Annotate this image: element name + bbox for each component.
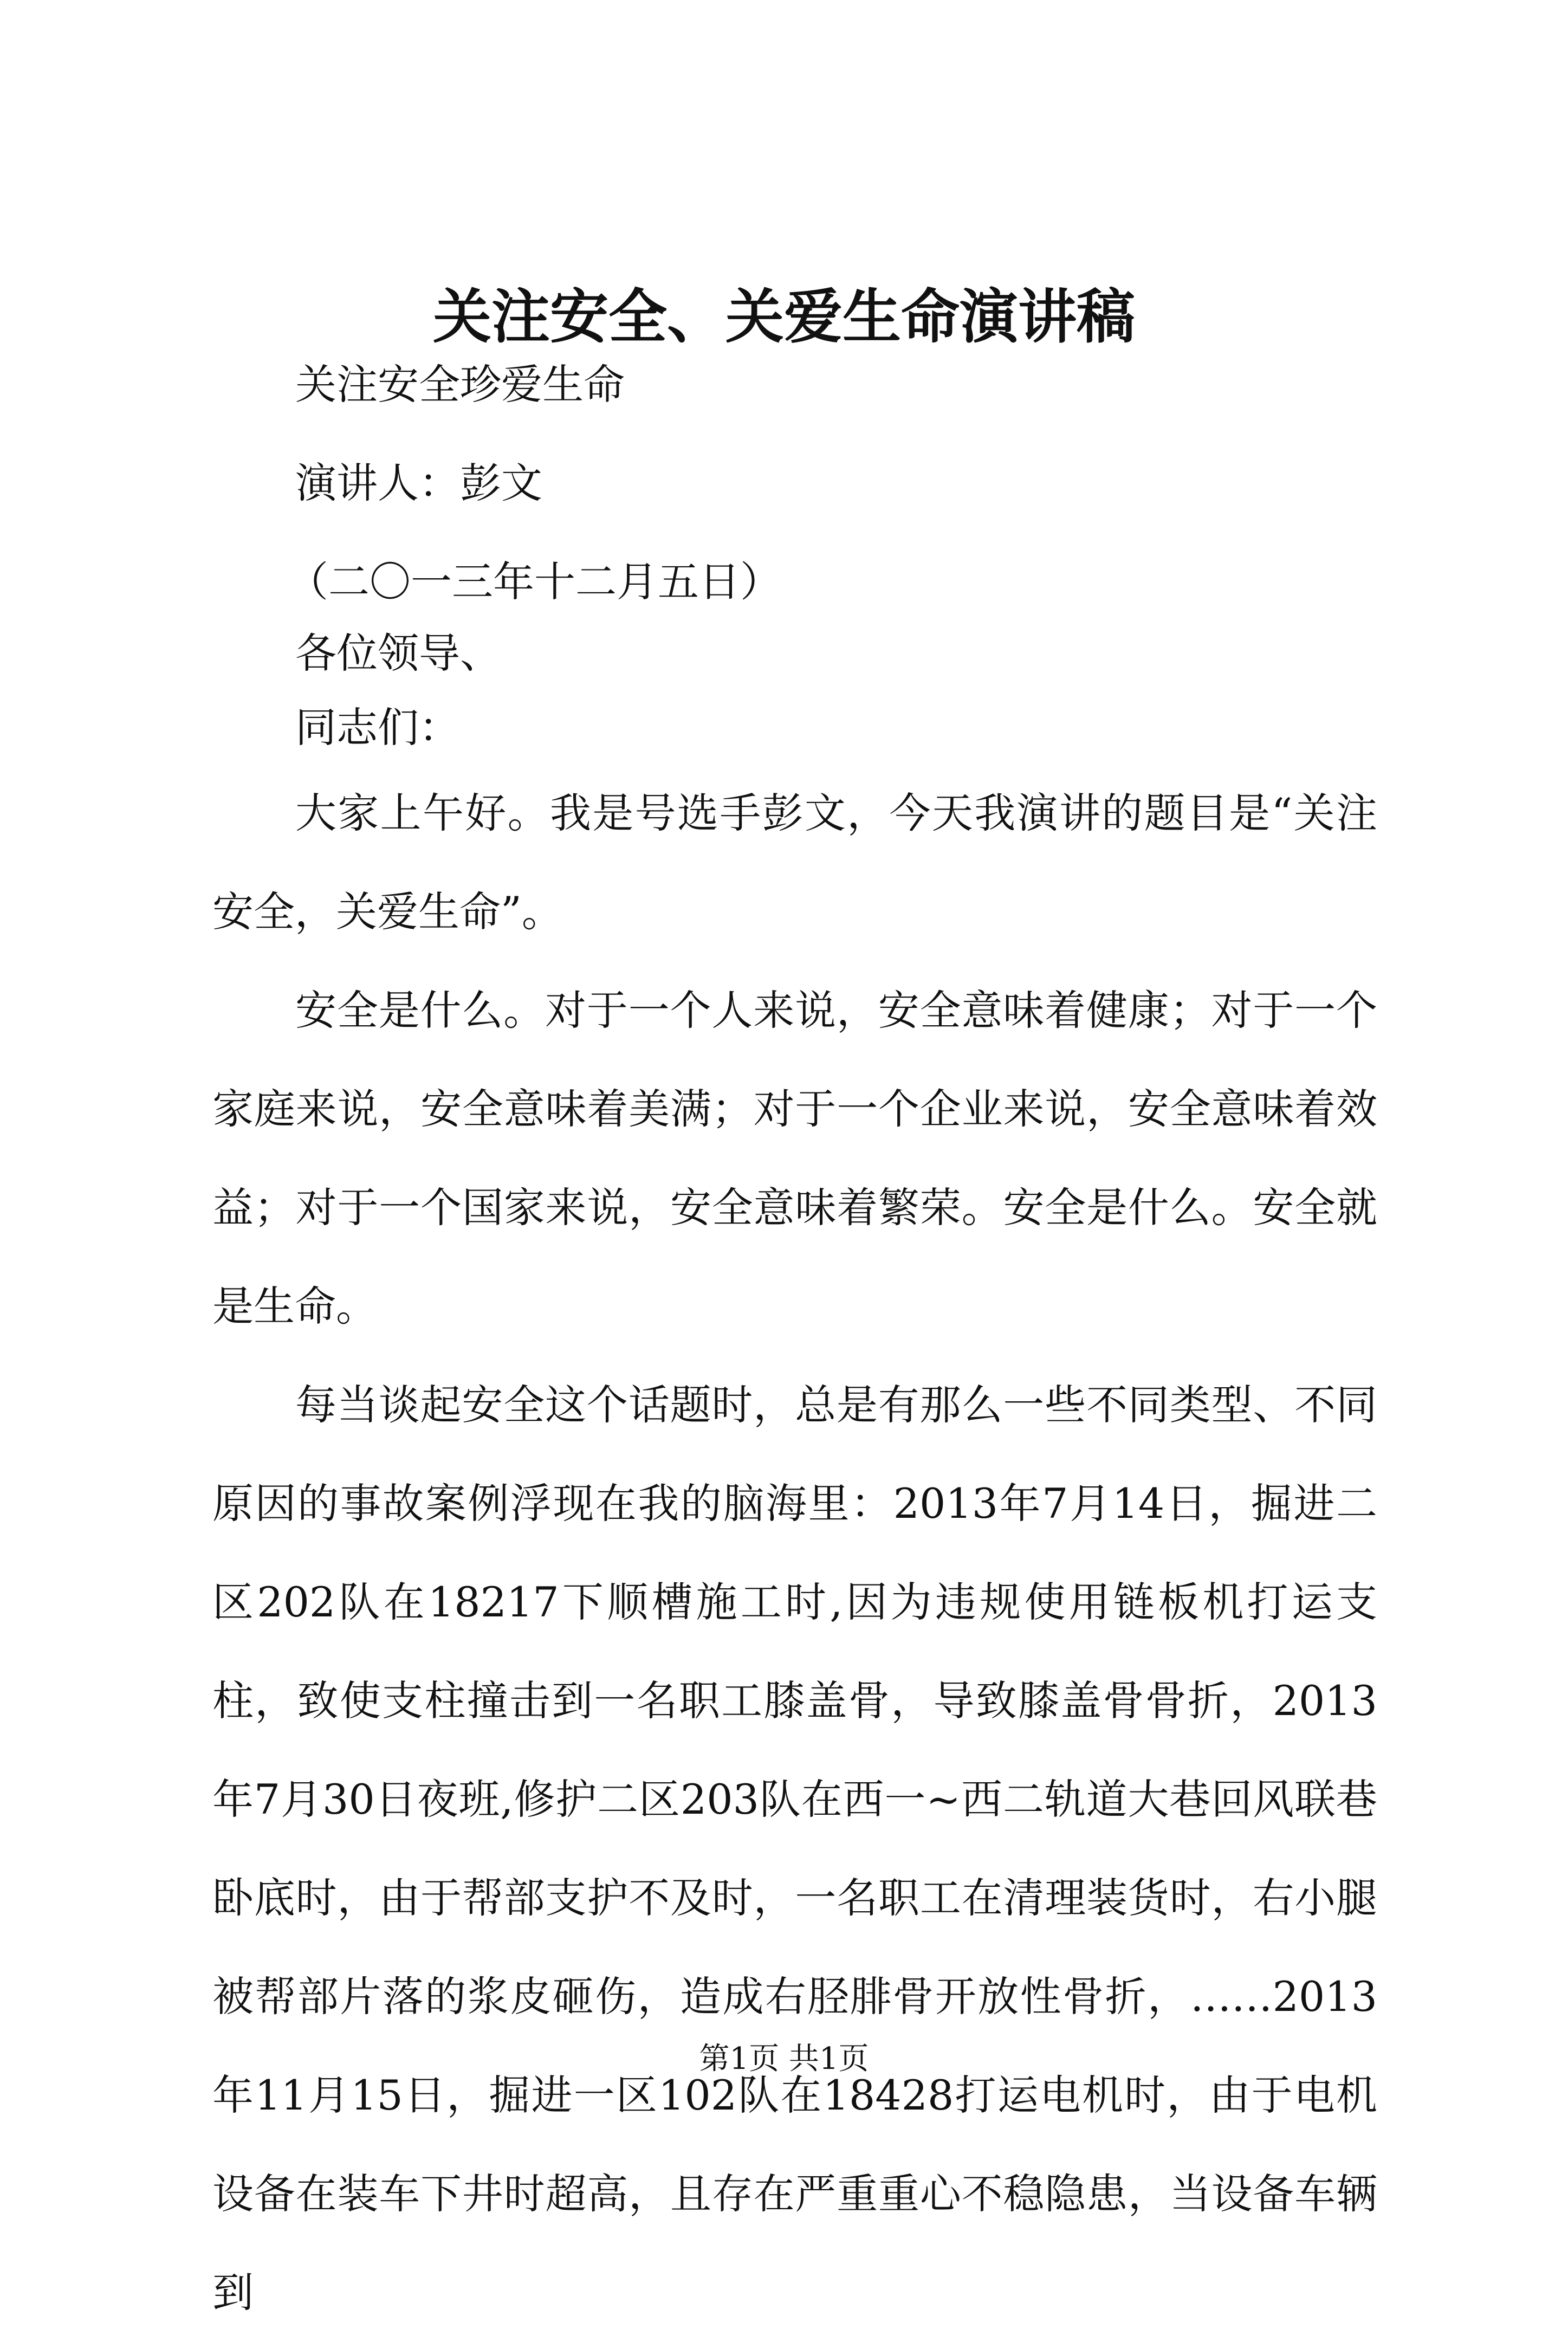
paragraph-what-is-safety: 安全是什么。对于一个人来说，安全意味着健康；对于一个家庭来说，安全意味着美满；对于一个企业来说，安全意味着效益；对于一个国家来说，安全意味着繁荣。安全是什么。安全就是生命。	[212, 986, 1377, 1330]
page-footer: 第1页 共1页	[699, 2041, 869, 2076]
salutation-comrades: 同志们：	[295, 703, 460, 752]
speaker-line: 演讲人：彭文	[295, 459, 542, 507]
paragraph-accident-cases: 每当谈起安全这个话题时，总是有那么一些不同类型、不同原因的事故案例浮现在我的脑海里：2013年7月14日，掘进二区202队在18217下顺槽施工时,因为违规使用链板机打运支柱，致使支柱撞击到一名职工膝盖骨，导致膝盖骨骨折，2013年7月30日夜班,修护二区203队在西一~西二轨道大巷回风联巷卧底时，由于帮部支护不及时，一名职工在清理装货时，右小腿被帮部片落的浆皮砸伤，造成右胫腓骨开放性骨折，……2013年11月15日，掘进一区102队在18428打运电机时，由于电机设备在装车下井时超高，且存在严重重心不稳隐患，当设备车辆到	[212, 1381, 1377, 2317]
date-line: （二〇一三年十二月五日）	[287, 558, 781, 606]
speech-subtitle: 关注安全珍爱生命	[295, 360, 625, 409]
document-title: 关注安全、关爱生命演讲稿	[432, 283, 1135, 351]
paragraph-greeting: 大家上午好。我是号选手彭文，今天我演讲的题目是“关注安全，关爱生命”。	[212, 789, 1377, 936]
salutation-leaders: 各位领导、	[295, 629, 501, 677]
speech-body	[212, 764, 1377, 2342]
